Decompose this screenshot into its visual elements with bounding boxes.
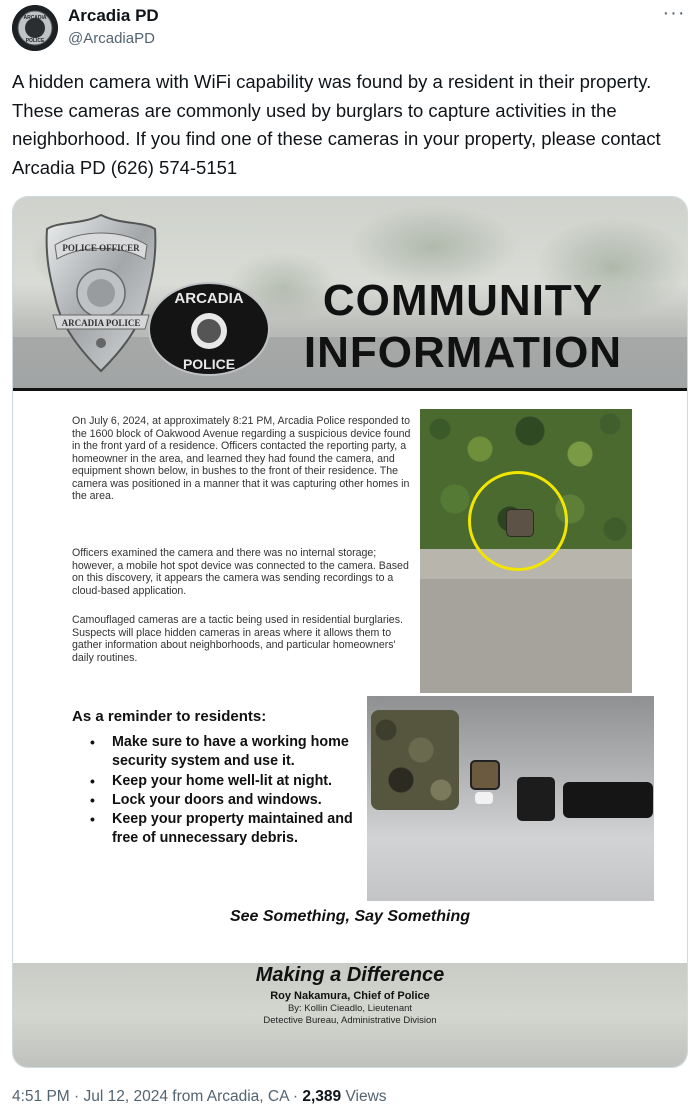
author-name[interactable]: Arcadia PD xyxy=(68,6,159,25)
svg-text:ARCADIA POLICE: ARCADIA POLICE xyxy=(61,318,141,328)
tweet-location: from Arcadia, CA xyxy=(172,1088,289,1105)
svg-text:POLICE OFFICER: POLICE OFFICER xyxy=(62,243,140,253)
hotspot-device xyxy=(517,777,555,821)
tweet-date[interactable]: Jul 12, 2024 xyxy=(83,1088,168,1105)
highlight-circle xyxy=(468,471,568,571)
reminder-title: As a reminder to residents: xyxy=(72,708,267,725)
hidden-camera-in-bush-photo xyxy=(420,409,632,693)
list-item: • Lock your doors and windows. xyxy=(72,791,372,810)
flyer-headline: COMMUNITY INFORMATION xyxy=(303,276,623,377)
police-badge-icon xyxy=(12,5,58,51)
views-label: Views xyxy=(345,1088,387,1105)
tweet-text: A hidden camera with WiFi capability was found by a resident in their property. These cameras are commonly used by burglars to capture activities in the neighborhood. If you find one of these cameras in your property, please contact Arcadia PD (626) 574-5151 xyxy=(12,71,661,178)
tactic-paragraph: Camouflaged cameras are a tactic being used in residential burglaries. Suspects will place hidden cameras in areas where it allows them to gather information about neighborhoods, and particular homeowners' daily routines. xyxy=(72,614,403,664)
tweet-media-image[interactable] xyxy=(12,196,688,1068)
reminder-list xyxy=(72,733,372,849)
more-options-icon[interactable]: ··· xyxy=(662,2,686,24)
list-item: • Make sure to have a working home security system and use it. xyxy=(72,733,372,772)
list-item: • Keep your home well-lit at night. xyxy=(72,772,372,791)
incident-paragraph: On July 6, 2024, at approximately 8:21 PM, Arcadia Police responded to the 1600 block of Oakwood Avenue regarding a suspicious device found in the front yard of a residence. Officers contacted the reporting party, a homeowner in the area, and learned they had found the camera, and equipment shown below, in bushes to the front of their residence. The camera was positioned in a manner that it was capturing other homes in the area. xyxy=(72,415,411,502)
camera-module xyxy=(470,760,500,790)
byline: By: Kollin Cieadlo, Lieutenant xyxy=(287,1003,413,1014)
author-handle[interactable]: @ArcadiaPD xyxy=(68,30,155,47)
svg-text:ARCADIA: ARCADIA xyxy=(174,290,244,307)
svg-text:POLICE: POLICE xyxy=(182,356,236,372)
arcadia-police-patch-icon xyxy=(147,279,271,379)
investigation-paragraph: Officers examined the camera and there was no internal storage; however, a mobile hot spot device was connected to the camera. Based on this discovery, it appears the camera was sending recordings to a cloud-based application. xyxy=(72,547,409,597)
seized-devices-photo xyxy=(367,696,654,901)
svg-text:POLICE: POLICE xyxy=(25,38,45,44)
divider xyxy=(13,388,687,391)
views-count[interactable]: 2,389 xyxy=(302,1088,342,1105)
chief-name: Roy Nakamura, Chief of Police xyxy=(270,990,430,1002)
footer-title: Making a Difference xyxy=(255,964,445,986)
camouflaged-camera xyxy=(371,710,459,810)
svg-text:ARCADIA: ARCADIA xyxy=(23,15,47,21)
avatar[interactable] xyxy=(12,5,58,51)
battery-pack xyxy=(563,782,653,818)
tweet-meta: 4:51 PM · Jul 12, 2024 from Arcadia, CA · 2,389 Views xyxy=(12,1088,387,1105)
division: Detective Bureau, Administrative Division xyxy=(263,1015,437,1026)
white-component xyxy=(475,792,493,804)
police-officer-badge-icon xyxy=(41,211,161,375)
list-item: • Keep your property maintained and free of unnecessary debris. xyxy=(72,810,372,849)
tweet-time[interactable]: 4:51 PM xyxy=(12,1088,70,1105)
slogan: See Something, Say Something xyxy=(229,908,471,925)
